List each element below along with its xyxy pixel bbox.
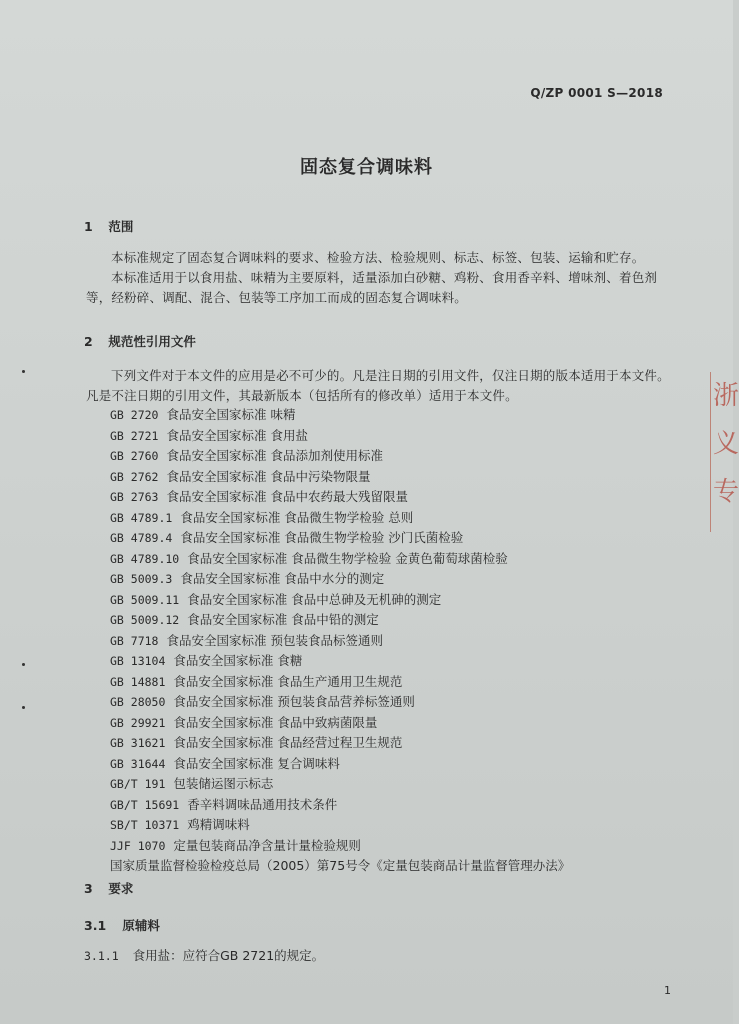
- clause-3-1-1: [84, 946, 324, 964]
- reference-item: GB 5009.11 食品安全国家标准 食品中总砷及无机砷的测定: [110, 591, 442, 607]
- reference-item: GB 2763 食品安全国家标准 食品中农药最大残留限量: [110, 489, 408, 504]
- section-title: 规范性引用文件: [108, 334, 196, 349]
- reference-item: GB 4789.4 食品安全国家标准 食品微生物学检验 沙门氏菌检验: [110, 530, 464, 545]
- reference-list: [110, 405, 570, 876]
- reference-item: GB 4789.1 食品安全国家标准 食品微生物学检验 总则: [110, 509, 414, 525]
- scan-speck: [22, 706, 25, 709]
- clause-text: 食用盐：应符合GB 2721的规定。: [132, 948, 325, 963]
- paragraph: 本标准规定了固态复合调味料的要求、检验方法、检验规则、标志、标签、包装、运输和贮存。: [111, 250, 645, 265]
- document-title: 固态复合调味料: [300, 157, 433, 178]
- reference-item: GB 2720 食品安全国家标准 味精: [110, 407, 296, 422]
- section-2-intro: [86, 366, 671, 406]
- paragraph: 下列文件对于本文件的应用是必不可少的。凡是注日期的引用文件，仅注日期的版本适用于本文件。凡是不注日期的引用文件，其最新版本（包括所有的修改单）适用于本文件。: [86, 368, 670, 403]
- reference-item: GB 31644 食品安全国家标准 复合调味料: [110, 755, 340, 771]
- reference-item: SB/T 10371 鸡精调味料: [110, 817, 250, 832]
- scan-speck: [22, 663, 25, 666]
- reference-item: GB 2762 食品安全国家标准 食品中污染物限量: [110, 468, 371, 484]
- reference-item: GB 29921 食品安全国家标准 食品中致病菌限量: [110, 714, 378, 730]
- section-number: 2: [84, 334, 93, 349]
- document-code: Q/ZP 0001 S—2018: [530, 86, 663, 100]
- reference-item: GB 2760 食品安全国家标准 食品添加剂使用标准: [110, 448, 383, 463]
- section-2-heading: [84, 332, 196, 350]
- reference-item: GB 31621 食品安全国家标准 食品经营过程卫生规范: [110, 735, 403, 750]
- section-1-heading: [84, 217, 133, 235]
- scan-speck: [22, 370, 25, 373]
- reference-item: JJF 1070 定量包装商品净含量计量检验规则: [110, 837, 361, 853]
- reference-item: GB/T 15691 香辛料调味品通用技术条件: [110, 796, 338, 812]
- subsection-number: 3.1: [84, 918, 107, 933]
- section-title: 要求: [108, 881, 134, 896]
- reference-item: GB 5009.12 食品安全国家标准 食品中铅的测定: [110, 612, 379, 627]
- paragraph: 本标准适用于以食用盐、味精为主要原料，适量添加白砂糖、鸡粉、食用香辛料、增味剂、着色剂等，经粉碎、调配、混合、包装等工序加工而成的固态复合调味料。: [86, 270, 658, 305]
- reference-decree: 国家质量监督检验检疫总局（2005）第75号令《定量包装商品计量监督管理办法》: [110, 858, 571, 873]
- section-1-body: [86, 248, 671, 308]
- reference-item: GB 13104 食品安全国家标准 食糖: [110, 653, 303, 668]
- reference-item: GB 28050 食品安全国家标准 预包装食品营养标签通则: [110, 694, 415, 709]
- section-3-heading: [84, 879, 133, 897]
- section-title: 范围: [108, 219, 134, 234]
- reference-item: GB 7718 食品安全国家标准 预包装食品标签通则: [110, 632, 383, 648]
- page-number: 1: [664, 984, 671, 997]
- reference-item: GB 14881 食品安全国家标准 食品生产通用卫生规范: [110, 673, 403, 689]
- clause-number: 3.1.1: [84, 949, 119, 963]
- reference-item: GB 5009.3 食品安全国家标准 食品中水分的测定: [110, 571, 385, 586]
- reference-item: GB 4789.10 食品安全国家标准 食品微生物学检验 金黄色葡萄球菌检验: [110, 550, 508, 566]
- reference-item: GB 2721 食品安全国家标准 食用盐: [110, 427, 308, 443]
- section-number: 3: [84, 881, 93, 896]
- subsection-title: 原辅料: [122, 918, 160, 933]
- subsection-heading: [84, 916, 160, 934]
- reference-item: GB/T 191 包装储运图示标志: [110, 776, 274, 791]
- seal-stamp-fragment: 浙 义 专: [710, 372, 733, 532]
- section-number: 1: [84, 219, 93, 234]
